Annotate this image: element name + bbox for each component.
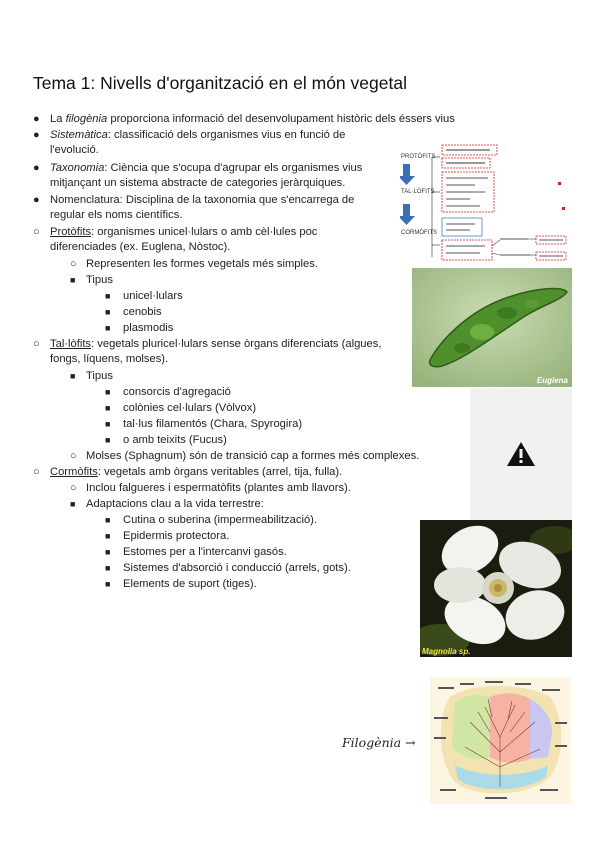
bullet-square: ■ <box>105 291 111 301</box>
corm-list-item: Cutina o suberina (impermeabilització). <box>123 514 318 526</box>
text-corm-adapt: Adaptacions clau a la vida terrestre: <box>86 498 264 510</box>
bullet-disc: ● <box>33 129 40 141</box>
phylogeny-diagram <box>430 677 571 804</box>
arrow-down-icon <box>400 204 415 225</box>
text-tal-tipus: Tipus <box>86 370 113 382</box>
text-nomenclatura-cont: regular els noms científics. <box>50 209 183 221</box>
bullet-circle: ○ <box>33 466 40 478</box>
bullet-square: ■ <box>70 371 76 381</box>
euglena-photo <box>412 268 572 387</box>
bullet-circle: ○ <box>33 226 40 238</box>
page-title: Tema 1: Nivells d'organització en el món vegetal <box>33 73 407 93</box>
text-taxonomia: Taxonomia: Ciència que s'ocupa d'agrupar els organismes vius <box>50 162 363 174</box>
diagram-label: TAL·LÒFITS <box>401 189 435 195</box>
corm-list-item: Epidermis protectora. <box>123 530 230 542</box>
text-prot-tipus: Tipus <box>86 274 113 286</box>
magnolia-label: Magnolia sp. <box>422 647 471 656</box>
text-talofits: Tal·lòfits: vegetals pluricel·lulars sense òrgans diferenciats (algues, <box>50 338 382 350</box>
diagram-label: CORMÒFITS <box>401 230 437 236</box>
filogenia-caption: Filogènia → <box>342 735 416 750</box>
bullet-square: ■ <box>70 499 76 509</box>
bullet-square: ■ <box>105 323 111 333</box>
bullet-square: ■ <box>105 419 111 429</box>
bullet-circle: ○ <box>70 450 77 462</box>
tal-type-item: tal·lus filamentós (Chara, Spyrogira) <box>123 418 303 430</box>
text-molses: Molses (Sphagnum) són de transició cap a formes més complexes. <box>86 450 420 462</box>
arrow-down-icon <box>400 164 415 185</box>
text-filogenia: La filogènia proporciona informació del desenvolupament històric dels éssers vius <box>50 113 455 125</box>
tal-type-item: o amb teixits (Fucus) <box>123 434 227 446</box>
text-protofits: Protòfits: organismes unicel·lulars o amb cèl·lules poc <box>50 226 318 238</box>
prot-type-item: unicel·lulars <box>123 290 183 302</box>
phylogeny-graphic <box>430 677 571 804</box>
text-corm-inclou: Inclou falgueres i espermatòfits (plantes amb llavors). <box>86 482 351 494</box>
image-placeholder <box>470 388 572 521</box>
bullet-square: ■ <box>105 563 111 573</box>
bullet-circle: ○ <box>33 338 40 350</box>
euglena-graphic <box>412 268 572 387</box>
bullet-square: ■ <box>105 531 111 541</box>
bullet-square: ■ <box>105 403 111 413</box>
bullet-square: ■ <box>105 435 111 445</box>
bullet-circle: ○ <box>70 258 77 270</box>
diagram-graphic <box>400 142 570 265</box>
text-nomenclatura: Nomenclatura: Disciplina de la taxonomia que s'encarrega de <box>50 194 355 206</box>
corm-list-item: Sistemes d'absorció i conducció (arrels, gots). <box>123 562 351 574</box>
bullet-disc: ● <box>33 113 40 125</box>
text-sistematica-cont: l'evolució. <box>50 144 99 156</box>
prot-type-item: plasmodis <box>123 322 174 334</box>
bullet-disc: ● <box>33 194 40 206</box>
text-talofits-cont: fongs, líquens, molses). <box>50 353 169 365</box>
prot-type-item: cenobis <box>123 306 162 318</box>
bullet-square: ■ <box>105 579 111 589</box>
text-sistematica: Sistemàtica: classificació dels organismes vius en funció de <box>50 129 346 141</box>
classification-diagram <box>400 142 570 265</box>
diagram-label: PROTÒFITS <box>401 154 436 160</box>
magnolia-graphic <box>420 520 572 657</box>
text-taxonomia-cont: mitjançant un sistema abstracte de categories jeràrquiques. <box>50 177 346 189</box>
warning-icon <box>470 388 572 521</box>
bullet-square: ■ <box>105 387 111 397</box>
bullet-square: ■ <box>105 515 111 525</box>
corm-list-item: Elements de suport (tiges). <box>123 578 257 590</box>
bullet-square: ■ <box>105 547 111 557</box>
bullet-square: ■ <box>70 275 76 285</box>
tal-type-item: consorcis d'agregació <box>123 386 231 398</box>
magnolia-photo <box>420 520 572 657</box>
bullet-square: ■ <box>105 307 111 317</box>
euglena-label: Euglena <box>536 376 568 385</box>
bullet-circle: ○ <box>70 482 77 494</box>
tal-type-item: colònies cel·lulars (Vòlvox) <box>123 402 257 414</box>
bullet-disc: ● <box>33 162 40 174</box>
text-cormofits: Cormòfits: vegetals amb òrgans veritables (arrel, tija, fulla). <box>50 466 343 478</box>
text-protofits-cont: diferenciades (ex. Euglena, Nòstoc). <box>50 241 231 253</box>
corm-list-item: Estomes per a l'intercanvi gasós. <box>123 546 287 558</box>
text-prot-simple: Representen les formes vegetals més simples. <box>86 258 318 270</box>
